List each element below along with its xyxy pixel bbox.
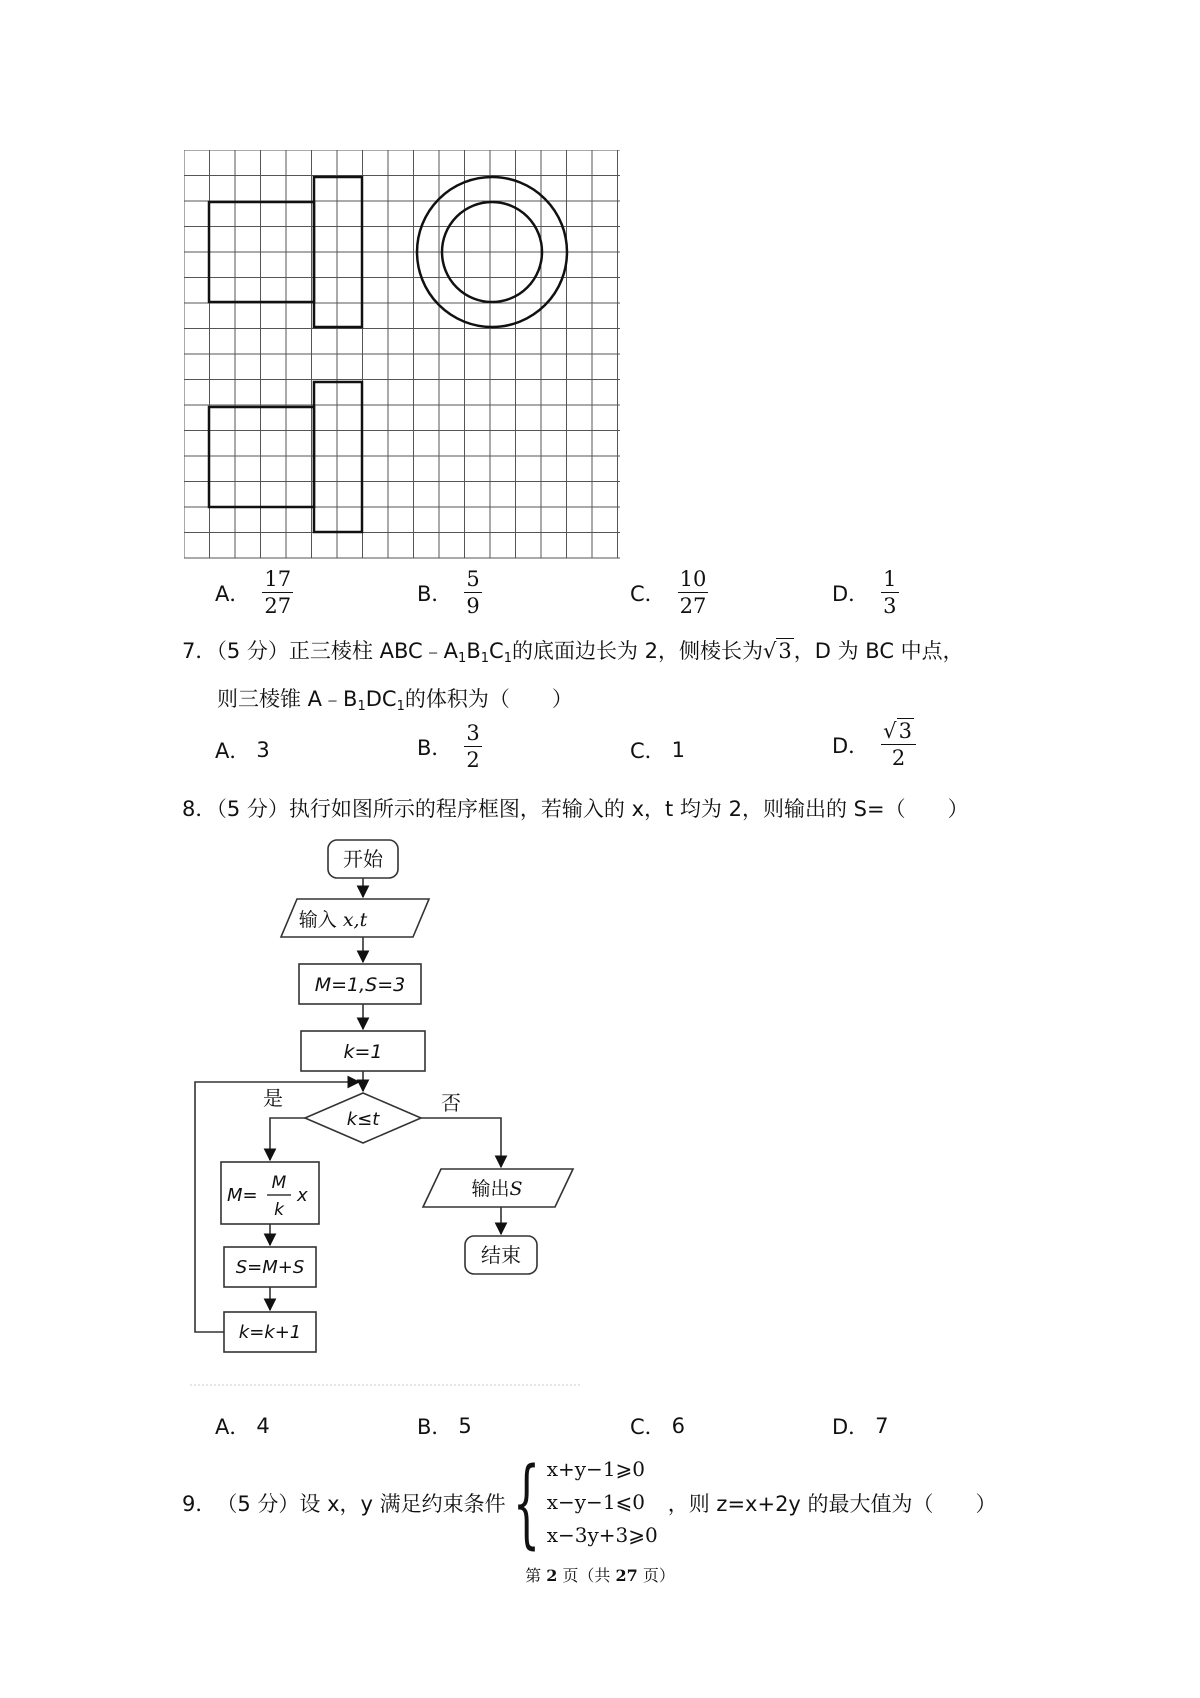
constraint-3: x−3y+3⩾0 — [546, 1523, 658, 1547]
sqrt-three: √3 — [763, 639, 792, 663]
fraction: $\frac{5}{9}$ — [466, 567, 480, 619]
q9-stem: 9． （5 分） 设 x，y 满足约束条件 { x+y−1⩾0 x−y−1⩽0 x−3y+3⩾0 ，则 z=x+2y 的最大值为（ ） — [182, 1446, 997, 1559]
flow-s-step-label: S=M+S — [235, 1257, 305, 1278]
flow-init-label: M=1,S=3 — [314, 974, 406, 996]
fraction: $\frac{17}{27}$ — [264, 567, 292, 619]
q7-option-d: D． $\frac{√3}{2}$ — [832, 720, 916, 769]
flow-input-label: 输入 x,t — [298, 909, 368, 931]
side-view-left-rect — [209, 407, 314, 507]
constraint-1: x+y−1⩾0 — [546, 1457, 646, 1481]
flow-m-num: M — [271, 1173, 287, 1193]
flow-cond-label: k≤t — [346, 1109, 380, 1130]
constraint-system — [506, 1446, 658, 1559]
q7-option-a: A． 3 — [215, 738, 270, 763]
q7-line-1: 7．（5 分）正三棱柱 $ABC﹣A_1B_1C_1$的底面边长为 2，侧棱长为√3，D 为 BC 中点， — [182, 639, 964, 666]
q8-option-b: B． 5 — [417, 1414, 472, 1439]
q6-option-a: A． $\frac{17}{27}$ — [215, 567, 292, 619]
flow-start-label: 开始 — [343, 847, 383, 871]
flow-m-den: k — [274, 1200, 284, 1220]
q8-option-d: D． 7 — [832, 1414, 889, 1439]
q7-line-2: 则三棱锥 $A﹣B_1DC_1$的体积为（ ） — [217, 687, 573, 714]
q6-three-view-figure — [184, 150, 624, 560]
flow-no-label: 否 — [441, 1091, 461, 1115]
fraction: $\frac{√3}{2}$ — [881, 720, 916, 769]
q7-option-b: B． $\frac{3}{2}$ — [417, 721, 480, 773]
fraction: $\frac{3}{2}$ — [466, 721, 480, 773]
constraint-2: x−y−1⩽0 — [546, 1490, 646, 1514]
flow-end-label: 结束 — [481, 1243, 521, 1267]
flow-m-left: M= — [227, 1185, 258, 1206]
q8-option-c: C． 6 — [630, 1414, 686, 1439]
q6-option-b: B． $\frac{5}{9}$ — [417, 567, 480, 619]
q6-option-d: D． $\frac{1}{3}$ — [832, 567, 897, 619]
q8-option-a: A． 4 — [215, 1414, 270, 1439]
flow-k-step-label: k=k+1 — [238, 1322, 302, 1343]
fraction: $\frac{1}{3}$ — [883, 567, 897, 619]
flow-m-x: x — [297, 1185, 308, 1206]
flow-output-label: 输出S — [471, 1178, 523, 1200]
flow-k-init-label: k=1 — [343, 1041, 383, 1063]
q7-option-c: C． 1 — [630, 738, 686, 763]
page-footer: 第 2 页（共 27 页） — [525, 1566, 675, 1585]
fraction: $\frac{10}{27}$ — [679, 567, 707, 619]
q8-stem: 8．（5 分）执行如图所示的程序框图，若输入的 x，t 均为 2，则输出的 S=（ ） — [182, 797, 969, 821]
q6-option-c: C． $\frac{10}{27}$ — [630, 567, 707, 619]
q8-flowchart — [185, 835, 595, 1400]
flow-yes-label: 是 — [263, 1086, 283, 1110]
left-brace: { — [512, 1446, 540, 1559]
